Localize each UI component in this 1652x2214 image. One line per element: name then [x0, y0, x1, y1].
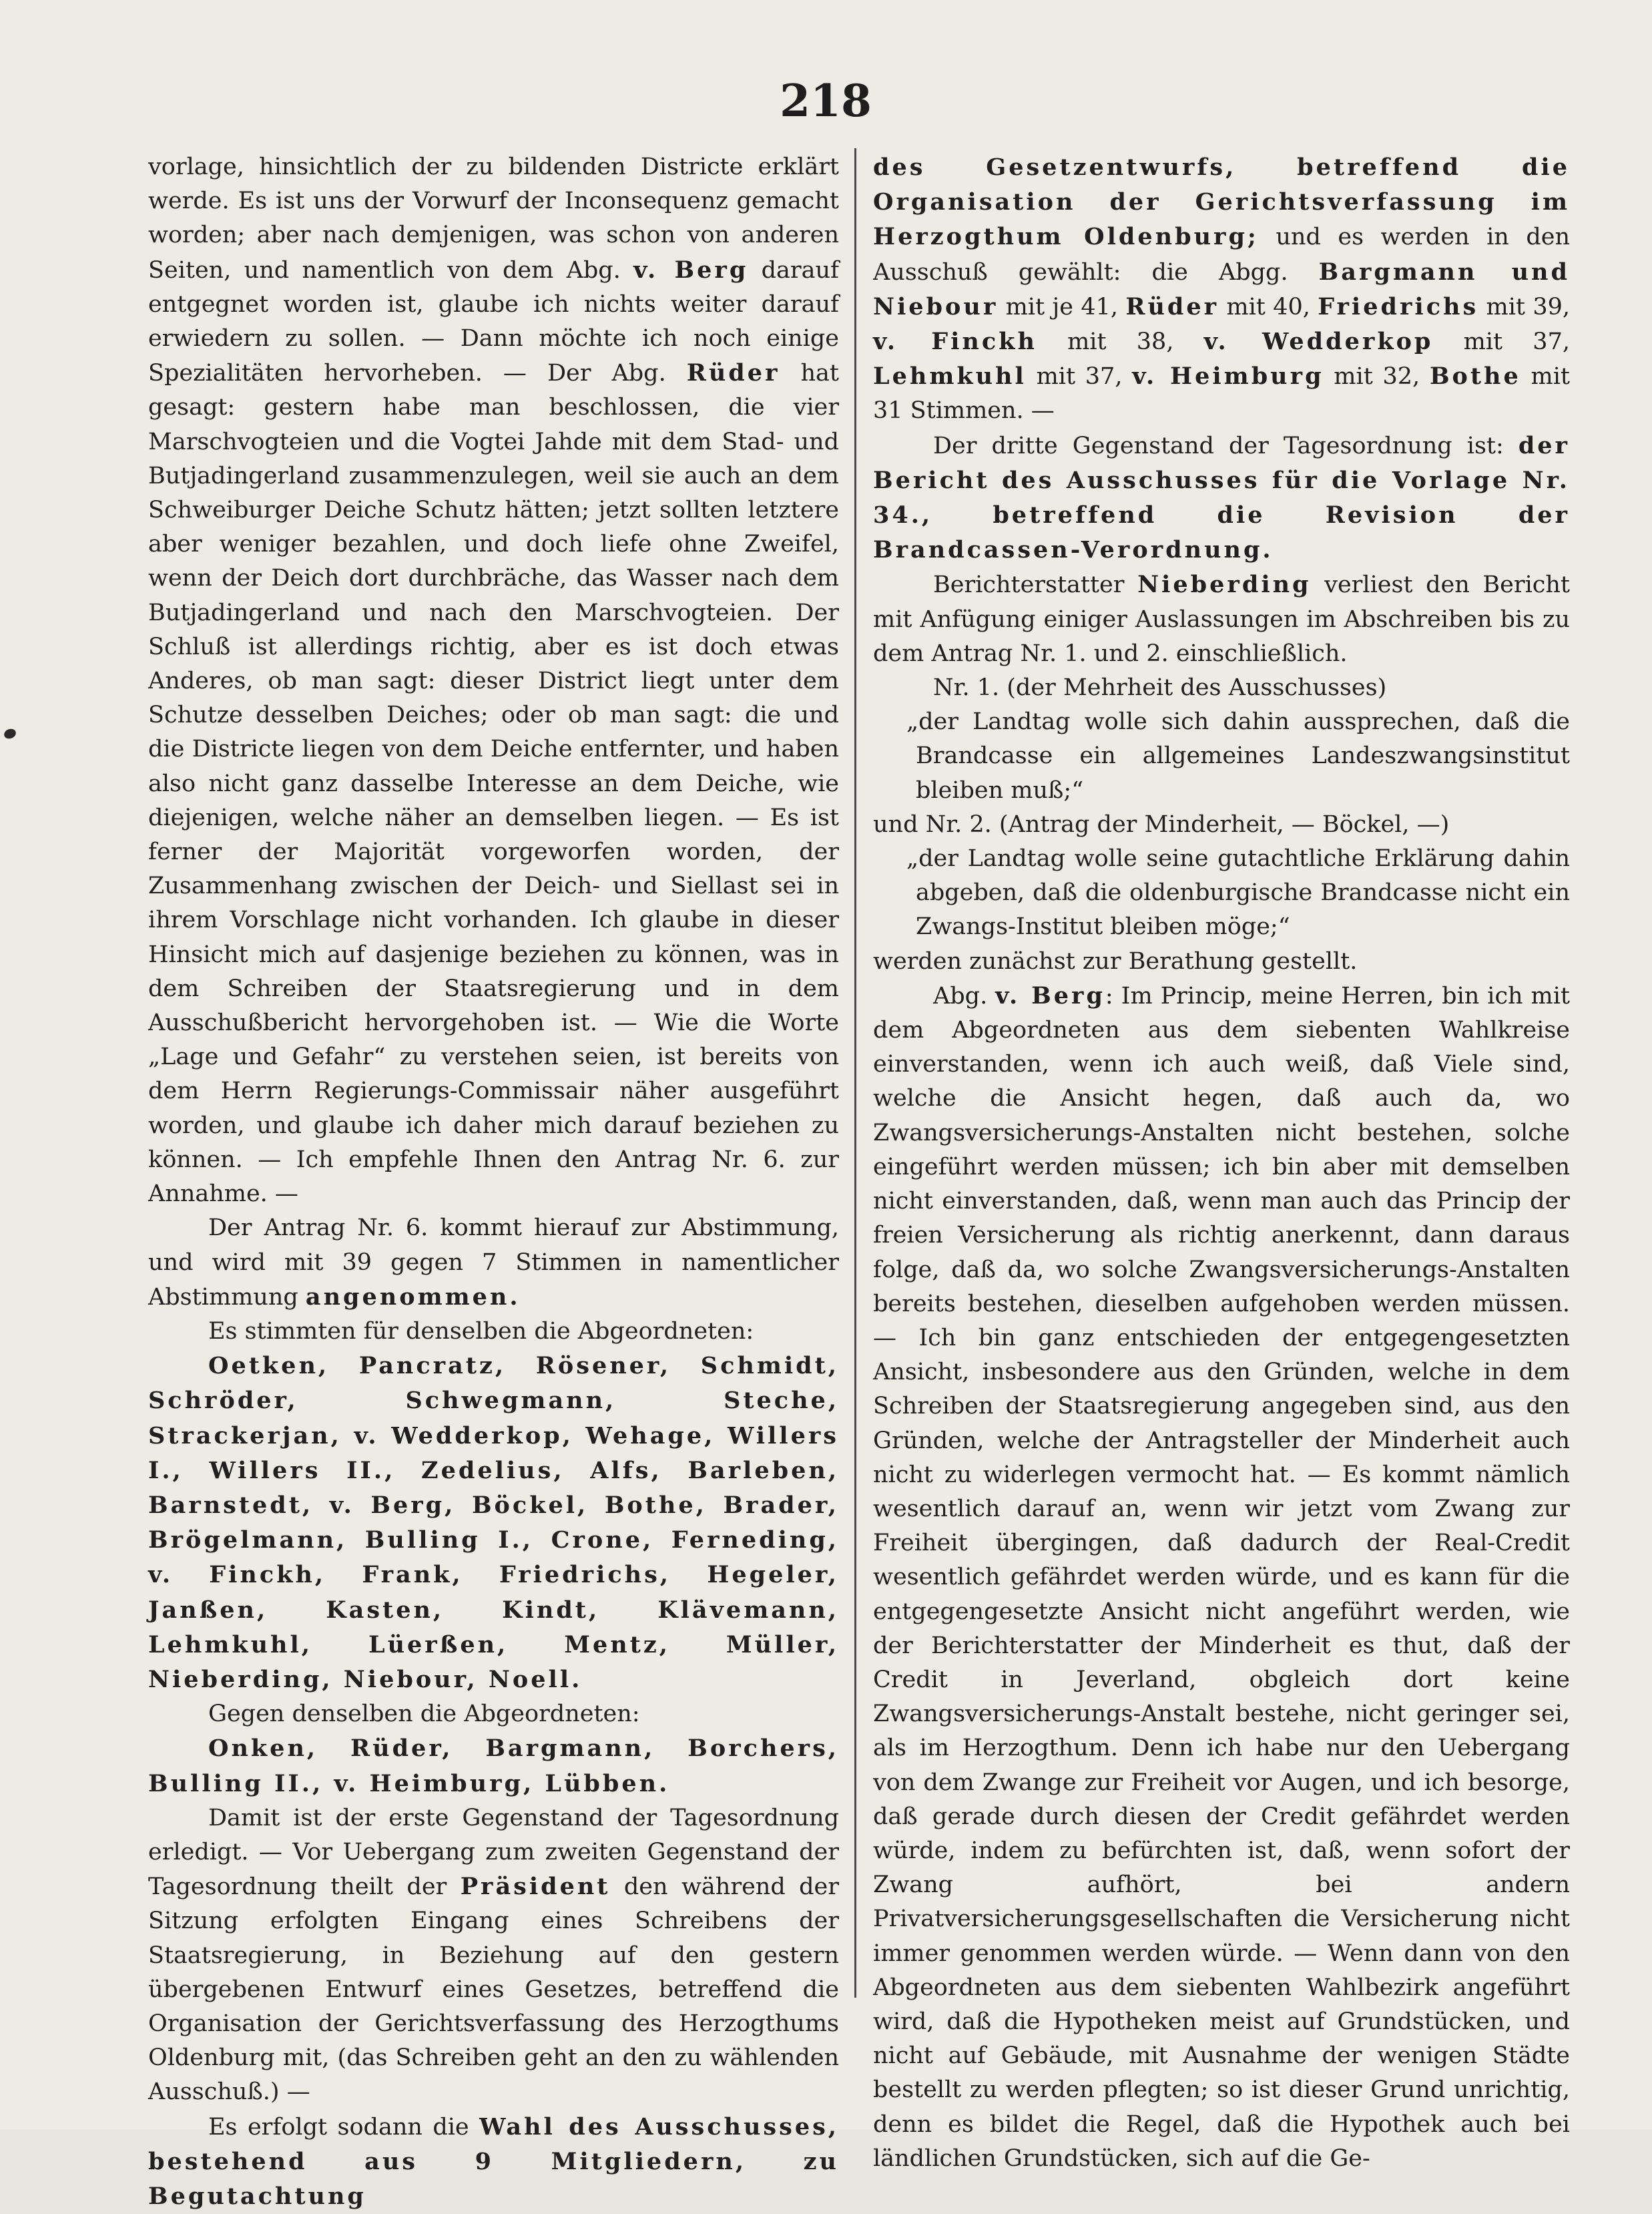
paragraph — [873, 150, 1570, 429]
spaced-word: angenommen. — [305, 1283, 521, 1311]
paragraph — [148, 2110, 839, 2214]
paragraph — [873, 429, 1570, 568]
names: Oetken, Pancratz, Rösener, Schmidt, Schröder, Schwegmann, Steche, Strackerjan, v. Wedderkop, Wehage, Willers I., Willers II., Zedelius, Alfs, Barleben, Barnstedt, v. Berg, Böckel, Bothe, Brader, Brögelmann, Bulling I., Crone, Ferneding, v. Finckh, Frank, Friedrichs, Hegeler, Janßen, Kasten, Kindt, Klävemann, Lehmkuhl, Lüerßen, Mentz, Müller, Nieberding, Niebour, Noell. — [148, 1352, 839, 1693]
spaced-name: Bothe — [1429, 363, 1521, 391]
text-run: Damit ist der erste Gegenstand der Tagesordnung erledigt. — Vor Uebergang zum zweiten Gegenstand der Tagesordnung theilt der — [148, 1804, 839, 1901]
motion-quote — [873, 705, 1570, 808]
names: Onken, Rüder, Bargmann, Borchers, Bulling II., v. Heimburg, Lübben. — [148, 1735, 839, 1797]
spaced-name: Rüder — [1125, 292, 1219, 320]
paragraph — [148, 1697, 839, 1731]
paragraph — [148, 1315, 839, 1349]
text-run: Nr. 1. (der Mehrheit des Ausschusses) — [933, 674, 1387, 702]
spaced-name: Friedrichs — [1318, 292, 1479, 320]
text-run: Es stimmten für denselben die Abgeordneten: — [208, 1317, 754, 1345]
name-list-against — [148, 1731, 839, 1801]
spaced-word: Präsident — [460, 1873, 611, 1901]
text-run: und Nr. 2. (Antrag der Minderheit, — Böckel, —) — [873, 811, 1450, 838]
paragraph — [148, 150, 839, 1211]
spaced-name: Bargmann und Niebour — [873, 258, 1570, 320]
text-run: mit je 41, — [998, 293, 1126, 320]
text-run: Es erfolgt sodann die — [208, 2113, 480, 2141]
spaced-name: v. Berg — [633, 256, 749, 284]
spaced-name: v. Berg — [995, 981, 1105, 1010]
text-run: werden zunächst zur Berathung gestellt. — [873, 947, 1358, 975]
text-run: mit 37, — [1026, 363, 1133, 391]
paragraph — [873, 979, 1570, 2176]
spaced-phrase: Wahl des Ausschusses, bestehend aus 9 Mitgliedern, zu Begutachtung — [148, 2113, 839, 2210]
spaced-phrase: des Gesetzentwurfs, betreffend die Organisation der Gerichtsverfassung im Herzogthum Oldenburg; — [873, 154, 1570, 251]
page-number: 218 — [780, 75, 872, 127]
paragraph — [873, 808, 1570, 842]
name-list-for — [148, 1349, 839, 1697]
spaced-name: v. Wedderkop — [1203, 328, 1434, 356]
spaced-name: Rüder — [686, 359, 780, 387]
text-run: „der Landtag wolle seine gutachtliche Erklärung dahin abgeben, daß die oldenburgische Brandcasse nicht ein Zwangs-Institut bleiben möge;“ — [906, 845, 1570, 941]
column-divider — [854, 148, 856, 1998]
text-run: Der dritte Gegenstand der Tagesordnung ist: — [933, 432, 1519, 459]
text-run: mit 38, — [1037, 328, 1204, 356]
paragraph — [873, 945, 1570, 979]
text-run: mit 32, — [1324, 363, 1430, 391]
spaced-phrase: der Bericht des Ausschusses für die Vorlage Nr. 34., betreffend die Revision der Brandcassen-Verordnung. — [873, 431, 1570, 564]
text-run: Abg. — [933, 982, 996, 1010]
text-run: mit 37, — [1433, 328, 1570, 356]
text-run: mit 31 Stimmen. — — [873, 363, 1570, 425]
text-run: Der Antrag Nr. 6. kommt hierauf zur Abstimmung, und wird mit 39 gegen 7 Stimmen in namentlicher Abstimmung — [148, 1214, 839, 1311]
spaced-name: v. Finckh — [873, 328, 1037, 356]
text-run: : Im Princip, meine Herren, bin ich mit dem Abgeordneten aus dem siebenten Wahlkreise einverstanden, wenn ich auch weiß, daß Viele sind, welche die Ansicht hegen, daß auch da, wo Zwangsversicherungs-Anstalten nicht bestehen, solche eingeführt werden müssen; ich bin aber mit demselben nicht einverstanden, daß, wenn man auch das Princip der freien Versicherung als richtig anerkennt, dann daraus folge, daß da, wo solche Zwangsversicherungs-Anstalten bereits bestehen, dieselben aufgehoben werden müssen. — Ich bin ganz entschieden der entgegengesetzten Ansicht, insbesondere aus den Gründen, welche in dem Schreiben der Staatsregierung angegeben sind, aus den Gründen, welche der Antragsteller der Minderheit auch nicht zu widerlegen vermocht hat. — Es kommt nämlich wesentlich darauf an, wenn wir jetzt vom Zwang zur Freiheit übergingen, daß dadurch der Real-Credit wesentlich gefährdet werden würde, und es kann für die entgegengesetzte Ansicht nicht angeführt werden, wie der Berichterstatter der Minderheit es thut, daß der Credit in Jeverland, obgleich dort keine Zwangsversicherungs-Anstalt bestehe, nicht geringer sei, als im Herzogthum. Denn ich habe nur den Uebergang von dem Zwange zur Freiheit vor Augen, und ich besorge, daß gerade durch diesen der Credit gefährdet werden würde, indem zu befürchten ist, daß, wenn sofort der Zwang aufhört, bei andern Privatversicherungsgesellschaften die Versicherung nicht immer genommen werden würde. — Wenn dann von den Abgeordneten aus dem siebenten Wahlbezirk angeführt wird, daß die Hypotheken meist auf Grundstücken, und nicht auf Gebäude, mit Ausnahme der wenigen Städte bestellt zu werden pflegten; so ist dieser Grund unrichtig, denn es bildet die Regel, daß die Hypothek auch bei ländlichen Grundstücken, sich auf die Ge- — [873, 982, 1570, 2172]
text-run: „der Landtag wolle sich dahin aussprechen, daß die Brandcasse ein allgemeines Landeszwangsinstitut bleiben muß;“ — [906, 708, 1570, 804]
text-run: Gegen denselben die Abgeordneten: — [208, 1701, 640, 1728]
paragraph — [148, 1211, 839, 1315]
spaced-name: v. Heimburg — [1132, 363, 1324, 391]
text-run: Berichterstatter — [933, 572, 1138, 599]
text-run: darauf entgegnet worden ist, glaube ich nichts weiter darauf erwiedern zu sollen. — Dann möchte ich noch einige Spezialitäten hervorheben. — Der Abg. — [148, 256, 839, 387]
spaced-name: Nieberding — [1137, 571, 1312, 599]
text-run: hat gesagt: gestern habe man beschlossen, die vier Marschvogteien und die Vogtei Jahde mit dem Stad- und Butjadingerland zusammenzulegen, weil sie auch an dem Schweiburger Deiche Schutz hätten; jetzt sollten letztere aber weniger bezahlen, und doch liefe ohne Zweifel, wenn der Deich dort durchbräche, das Wasser nach dem Butjadingerland und nach den Marschvogteien. Der Schluß ist allerdings richtig, aber es ist doch etwas Anderes, ob man sagt: dieser District liegt unter dem Schutze desselben Deiches; oder ob man sagt: die und die Districte liegen von dem Deiche entfernter, und haben also nicht ganz dasselbe Interesse an dem Deiche, wie diejenigen, welche näher an demselben liegen. — Es ist ferner der Majorität vorgeworfen worden, der Zusammenhang zwischen der Deich- und Siellast sei in ihrem Vorschlage nicht vorhanden. Ich glaube in dieser Hinsicht mich auf dasjenige beziehen zu können, was in dem Schreiben der Staatsregierung und in dem Ausschußbericht hervorgehoben ist. — Wie die Worte „Lage und Gefahr“ zu verstehen seien, ist bereits von dem Herrn Regierungs-Commissair näher ausgeführt worden, und glaube ich daher mich darauf beziehen zu können. — Ich empfehle Ihnen den Antrag Nr. 6. zur Annahme. — — [148, 360, 839, 1208]
left-column — [148, 150, 839, 2214]
spaced-name: Lehmkuhl — [873, 363, 1027, 391]
paragraph — [873, 671, 1570, 705]
paragraph — [148, 1801, 839, 2110]
text-run: mit 40, — [1219, 293, 1318, 320]
text-run: mit 39, — [1478, 293, 1570, 320]
text-run: den während der Sitzung erfolgten Eingang eines Schreibens der Staatsregierung, in Beziehung auf den gestern übergebenen Entwurf eines Gesetzes, betreffend die Organisation der Gerichtsverfassung des Herzogthums Oldenburg mit, (das Schreiben geht an den zu wählenden Ausschuß.) — — [148, 1873, 839, 2106]
right-column — [873, 150, 1570, 2176]
text-run: vorlage, hinsichtlich der zu bildenden Districte erklärt werde. Es ist uns der Vorwurf der Inconsequenz gemacht worden; aber nach demjenigen, was schon von anderen Seiten, und namentlich von dem Abg. — [148, 154, 839, 284]
paragraph — [873, 568, 1570, 671]
text-run: verliest den Bericht mit Anfügung einiger Auslassungen im Abschreiben bis zu dem Antrag Nr. 1. und 2. einschließlich. — [873, 572, 1570, 667]
motion-quote — [873, 842, 1570, 945]
text-run: und es werden in den Ausschuß gewählt: die Abgg. — [873, 224, 1570, 286]
margin-ink-mark — [3, 727, 17, 740]
